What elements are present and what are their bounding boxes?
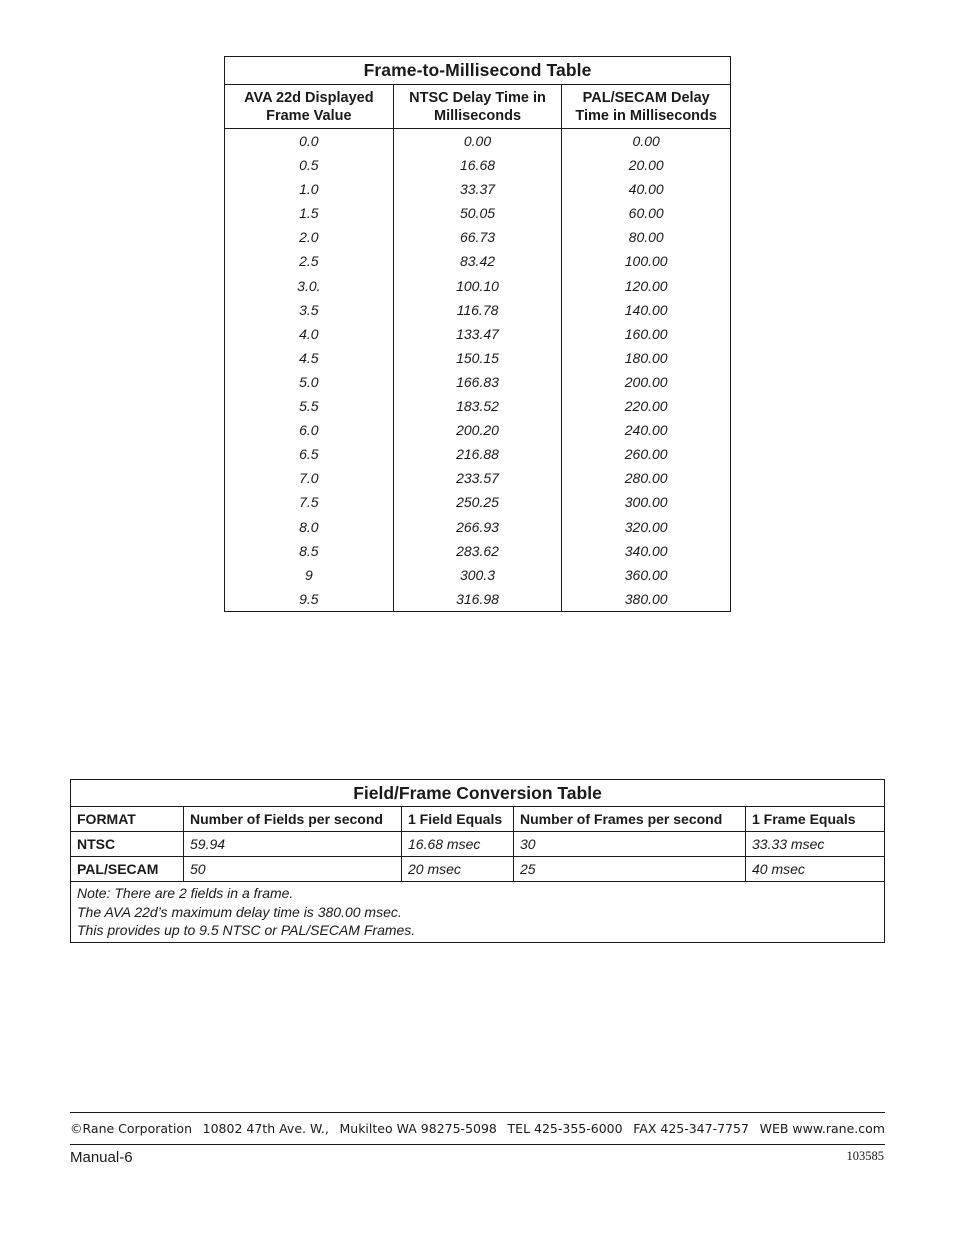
pal-secam-delay-cell: 0.00: [632, 133, 660, 149]
frame-table-header-row: [225, 85, 730, 129]
frame-value-cell: 5.5: [299, 398, 319, 415]
header-frame-equals: 1 Frame Equals: [745, 807, 884, 831]
footer-address: 10802 47th Ave. W.,: [202, 1121, 329, 1136]
ntsc-delay-cell: 100.10: [456, 277, 499, 294]
ntsc-delay-cell: 150.15: [456, 349, 499, 366]
frame-value-cell: 6.5: [299, 446, 319, 463]
row-frame-equals: 40 msec: [745, 857, 884, 881]
pal-secam-delay-cell: 200.00: [624, 373, 668, 390]
frame-value-cell: 3.5: [299, 301, 319, 318]
ntsc-delay-cell: 66.73: [459, 229, 496, 246]
conversion-table-header-row: [71, 807, 884, 832]
pal-secam-delay-cell: 100.00: [624, 253, 668, 270]
header-fields-per-second: Number of Fields per second: [183, 807, 401, 831]
frame-value-cell: 1.0: [299, 181, 319, 198]
frame-value-cell: 3.0.: [297, 277, 321, 294]
conversion-table-title: Field/Frame Conversion Table: [71, 780, 884, 807]
field-frame-conversion-table: [70, 779, 885, 943]
pal-secam-delay-cell: 180.00: [624, 349, 668, 366]
pal-secam-delay-cell: 160.00: [624, 325, 668, 342]
frame-table-header-frame-value: AVA 22d Displayed Frame Value: [244, 89, 374, 124]
row-format: NTSC: [77, 836, 116, 852]
row-fields-per-second: 50: [183, 857, 401, 881]
footer-divider-bottom: [70, 1144, 885, 1145]
header-field-equals: 1 Field Equals: [401, 807, 513, 831]
pal-secam-delay-cell: 140.00: [624, 301, 668, 318]
frame-value-cell: 8.5: [299, 542, 319, 559]
pal-secam-delay-cell: 280.00: [624, 470, 668, 487]
pal-secam-delay-cell: 380.00: [624, 590, 668, 607]
note-line: Note: There are 2 fields in a frame.: [77, 885, 294, 901]
header-format: FORMAT: [77, 811, 136, 827]
pal-secam-delay-cell: 360.00: [624, 566, 668, 583]
pal-secam-delay-cell: 340.00: [624, 542, 668, 559]
row-field-equals: 16.68 msec: [401, 832, 513, 856]
footer-divider-top: [70, 1112, 885, 1113]
frame-table-body: [225, 129, 730, 611]
row-frames-per-second: 25: [513, 857, 745, 881]
frame-value-cell: 4.0: [299, 325, 319, 342]
frame-table-header-pal: PAL/SECAM Delay Time in Milliseconds: [561, 85, 730, 128]
document-number: 103585: [846, 1149, 884, 1163]
pal-secam-delay-cell: 320.00: [624, 518, 668, 535]
frame-value-cell: 8.0: [299, 518, 319, 535]
row-frame-equals: 33.33 msec: [745, 832, 884, 856]
ntsc-delay-cell: 283.62: [456, 542, 499, 559]
note-line: This provides up to 9.5 NTSC or PAL/SECAM Frames.: [77, 922, 416, 938]
ntsc-delay-cell: 183.52: [456, 398, 499, 415]
ntsc-delay-cell: 16.68: [459, 157, 496, 174]
ntsc-delay-cell: 316.98: [456, 590, 499, 607]
pal-secam-delay-cell: 40.00: [628, 181, 664, 198]
frame-value-cell: 9: [304, 566, 313, 583]
ntsc-delay-cell: 83.42: [459, 253, 496, 270]
page-label: Manual-6: [70, 1149, 133, 1166]
ntsc-delay-cell: 116.78: [456, 301, 499, 318]
ntsc-delay-cell: 233.57: [456, 470, 499, 487]
footer-fax: FAX 425-347-7757: [633, 1121, 749, 1136]
footer-city: Mukilteo WA 98275-5098: [339, 1121, 497, 1136]
footer-contact-line: [70, 1119, 885, 1139]
pal-secam-delay-cell: 80.00: [628, 229, 664, 246]
pal-secam-delay-cell: 120.00: [624, 277, 668, 294]
frame-table-header-ntsc: NTSC Delay Time in Milliseconds: [393, 85, 562, 128]
frame-to-millisecond-table: [224, 56, 731, 612]
footer-web: WEB www.rane.com: [759, 1121, 885, 1136]
row-format: PAL/SECAM: [77, 861, 159, 877]
ntsc-delay-cell: 133.47: [456, 325, 499, 342]
frame-value-cell: 5.0: [299, 373, 319, 390]
ntsc-delay-cell: 266.93: [456, 518, 499, 535]
frame-table-title: Frame-to-Millisecond Table: [225, 57, 730, 85]
ntsc-delay-cell: 50.05: [459, 205, 496, 222]
frame-value-column: [225, 129, 393, 611]
ntsc-delay-cell: 166.83: [456, 373, 499, 390]
frame-value-cell: 2.5: [299, 253, 319, 270]
frame-value-cell: 4.5: [299, 349, 319, 366]
frame-value-cell: 7.0: [299, 470, 319, 487]
ntsc-delay-cell: 216.88: [456, 446, 499, 463]
row-frames-per-second: 30: [513, 832, 745, 856]
ntsc-delay-cell: 300.3: [459, 566, 496, 583]
pal-secam-delay-column: [561, 129, 730, 611]
pal-secam-delay-cell: 60.00: [628, 205, 664, 222]
conversion-table-note: [71, 882, 884, 942]
pal-secam-delay-cell: 240.00: [624, 422, 668, 439]
ntsc-delay-column: [393, 129, 562, 611]
footer-copyright: ©Rane Corporation: [70, 1121, 192, 1136]
table-row: [71, 857, 884, 882]
frame-value-cell: 9.5: [299, 590, 319, 607]
frame-value-cell: 2.0: [299, 229, 319, 246]
row-fields-per-second: 59.94: [183, 832, 401, 856]
frame-value-cell: 6.0: [299, 422, 319, 439]
pal-secam-delay-cell: 300.00: [624, 494, 668, 511]
pal-secam-delay-cell: 20.00: [628, 157, 664, 174]
frame-value-cell: 0.0: [299, 133, 319, 149]
header-frames-per-second: Number of Frames per second: [513, 807, 745, 831]
row-field-equals: 20 msec: [401, 857, 513, 881]
frame-value-cell: 1.5: [299, 205, 319, 222]
footer-tel: TEL 425-355-6000: [507, 1121, 623, 1136]
ntsc-delay-cell: 0.00: [463, 133, 492, 149]
pal-secam-delay-cell: 220.00: [624, 398, 668, 415]
ntsc-delay-cell: 250.25: [456, 494, 499, 511]
table-row: [71, 832, 884, 857]
note-line: The AVA 22d’s maximum delay time is 380.00 msec.: [77, 903, 402, 920]
frame-value-cell: 7.5: [299, 494, 319, 511]
pal-secam-delay-cell: 260.00: [624, 446, 668, 463]
frame-value-cell: 0.5: [299, 157, 319, 174]
ntsc-delay-cell: 200.20: [456, 422, 499, 439]
ntsc-delay-cell: 33.37: [459, 181, 496, 198]
